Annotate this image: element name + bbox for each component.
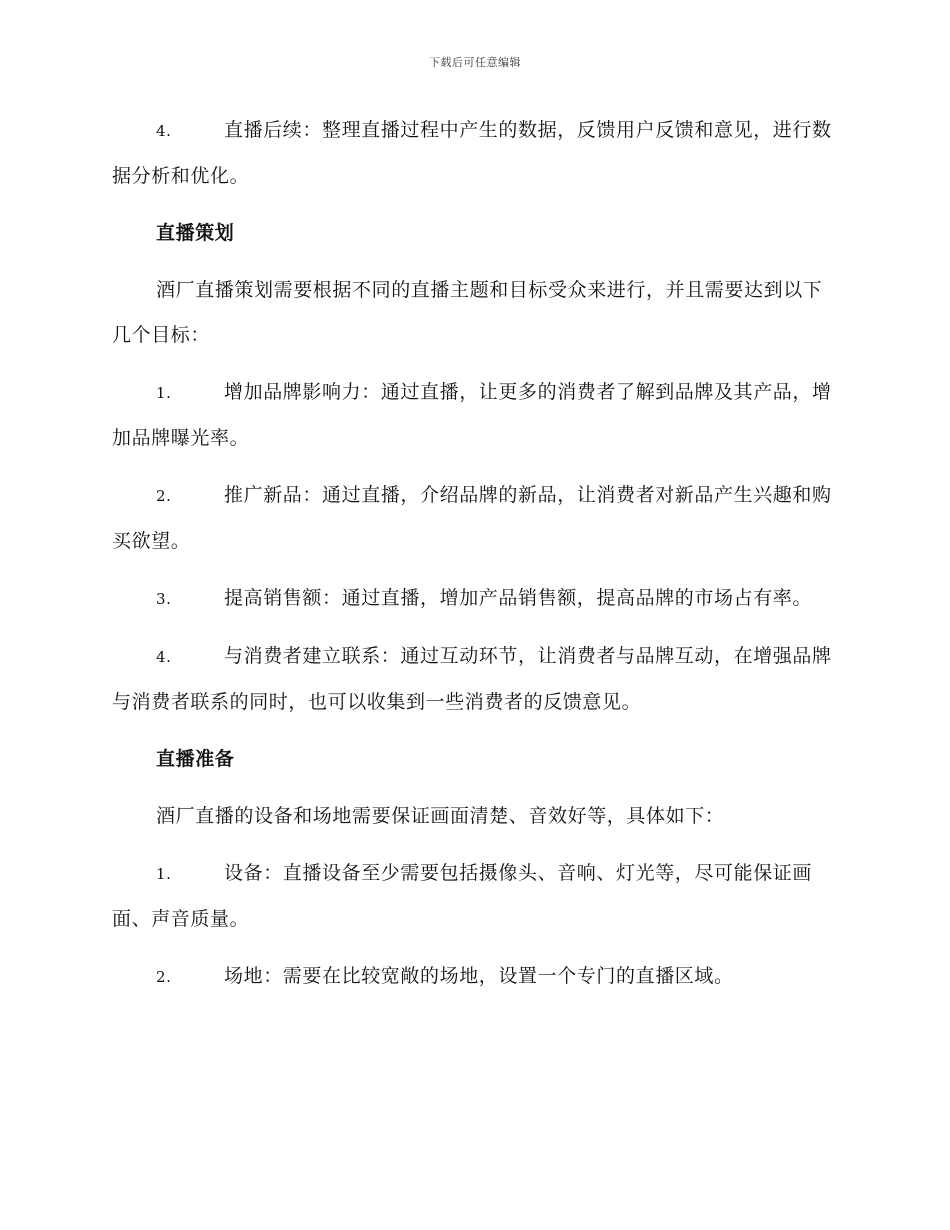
list-item — [112, 473, 834, 564]
list-number: 2. — [156, 487, 172, 505]
list-number: 2. — [156, 968, 172, 986]
paragraph: 酒厂直播的设备和场地需要保证画面清楚、音效好等，具体如下： — [156, 805, 725, 827]
list-text: 提高销售额：通过直播，增加产品销售额，提高品牌的市场占有率。 — [224, 587, 813, 609]
section-heading-planning: 直播策划 — [156, 222, 235, 244]
list-number: 3. — [156, 590, 172, 608]
list-item — [112, 954, 834, 1000]
list-number: 4. — [156, 648, 172, 666]
list-number: 4. — [156, 122, 172, 140]
paragraph: 酒厂直播策划需要根据不同的直播主题和目标受众来进行，并且需要达到以下几个目标： — [112, 279, 823, 346]
list-item — [112, 576, 834, 622]
list-text: 设备：直播设备至少需要包括摄像头、音响、灯光等，尽可能保证画面、声音质量。 — [112, 862, 813, 930]
list-number: 1. — [156, 865, 172, 883]
header-note: 下载后可任意编辑 — [429, 56, 521, 69]
list-number: 1. — [156, 384, 172, 402]
list-item — [112, 634, 834, 725]
list-item — [112, 370, 834, 461]
list-text: 直播后续：整理直播过程中产生的数据，反馈用户反馈和意见，进行数据分析和优化。 — [112, 119, 832, 187]
list-text: 场地：需要在比较宽敞的场地，设置一个专门的直播区域。 — [224, 965, 734, 987]
list-text: 增加品牌影响力：通过直播，让更多的消费者了解到品牌及其产品，增加品牌曝光率。 — [112, 381, 832, 449]
list-text: 与消费者建立联系：通过互动环节，让消费者与品牌互动，在增强品牌与消费者联系的同时，也可以收集到一些消费者的反馈意见。 — [112, 645, 832, 713]
list-item — [112, 851, 834, 942]
list-text: 推广新品：通过直播，介绍品牌的新品，让消费者对新品产生兴趣和购买欲望。 — [112, 484, 832, 552]
list-item — [112, 108, 834, 199]
section-heading-preparation: 直播准备 — [156, 748, 235, 770]
document-body — [112, 108, 834, 1012]
